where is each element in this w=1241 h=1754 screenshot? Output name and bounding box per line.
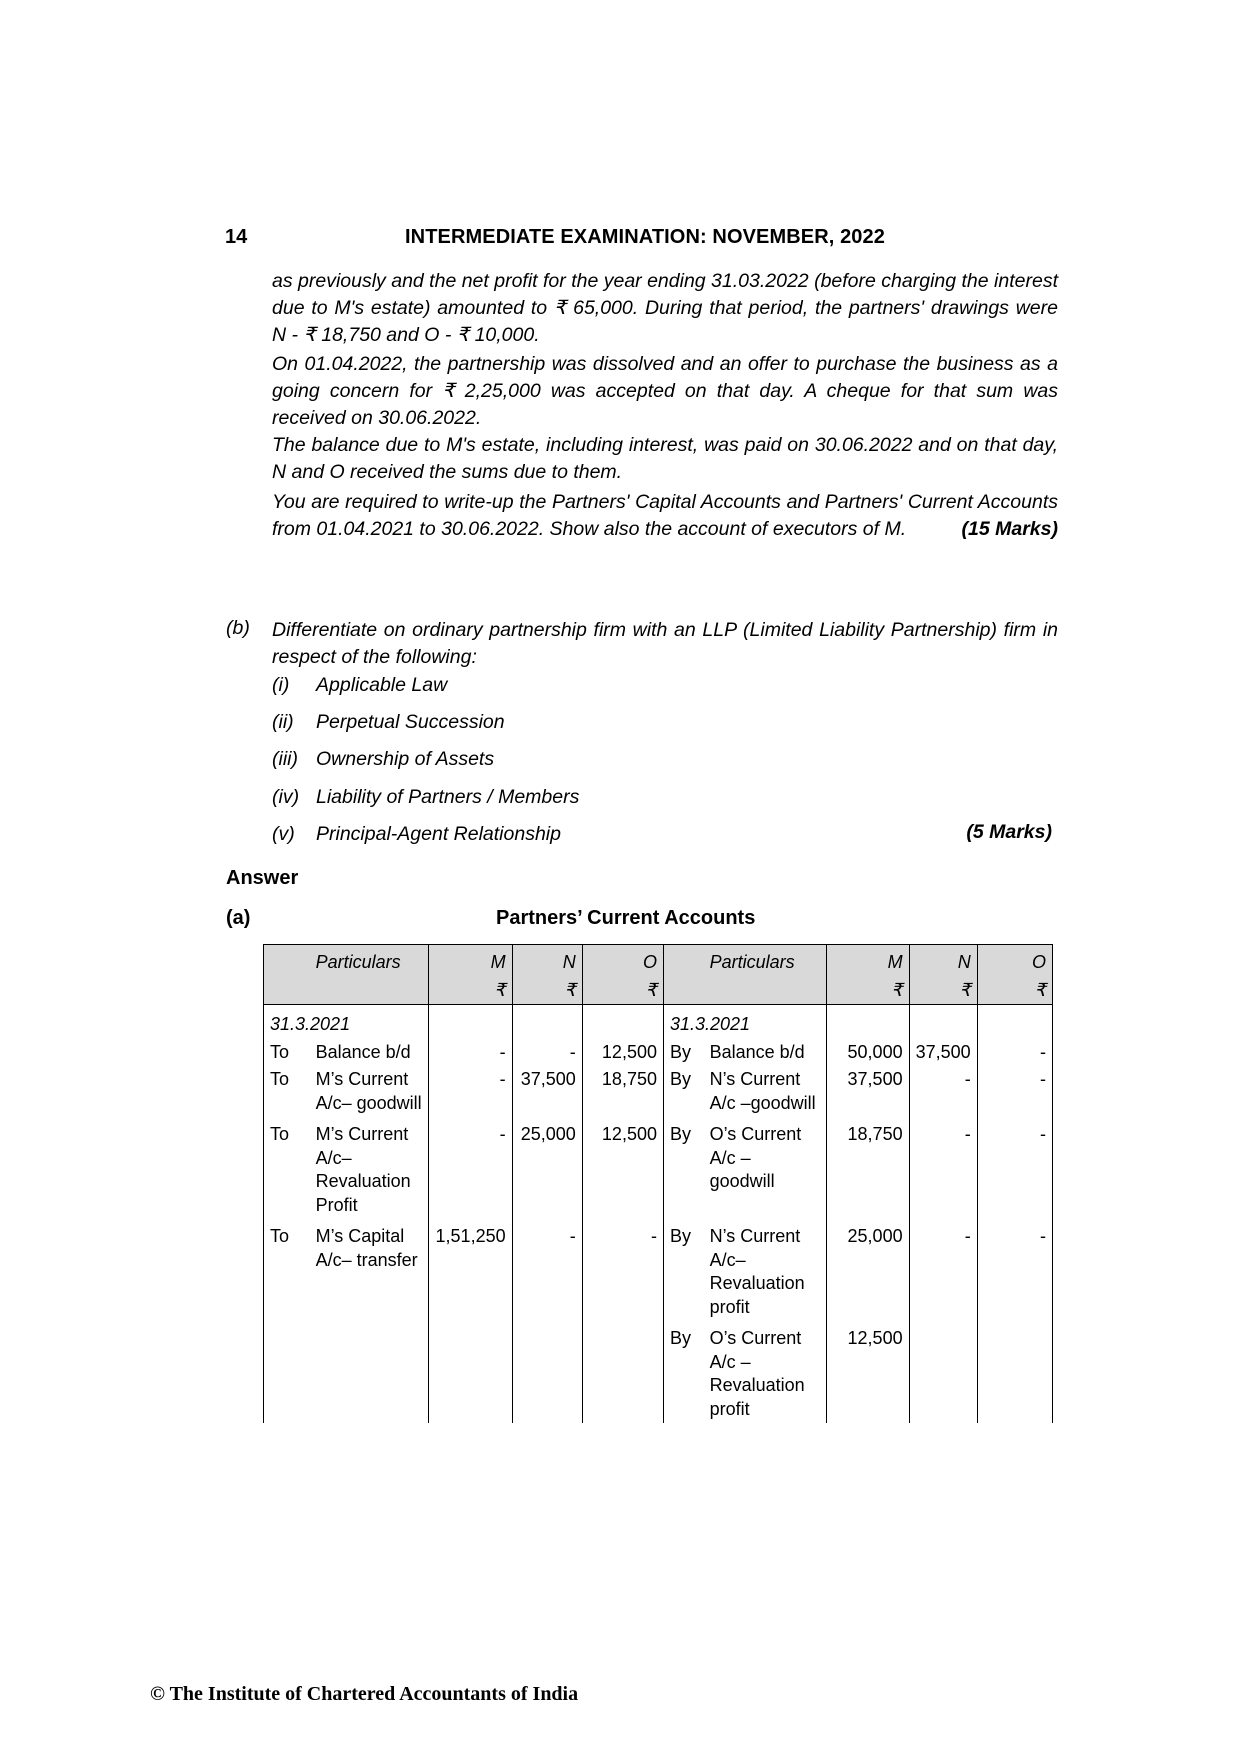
ledger-currency-o-left: ₹ (582, 977, 663, 1005)
ledger-date-right: 31.3.2021 (663, 1005, 826, 1039)
ledger-title: Partners’ Current Accounts (496, 907, 756, 929)
ledger-header-blank (264, 945, 310, 977)
ledger-prefix-left: To (264, 1066, 310, 1117)
ledger-n-left: - (512, 1219, 582, 1321)
ledger-o-left: 12,500 (582, 1039, 663, 1067)
ledger-n-right (909, 1321, 977, 1423)
ledger-header-blank (663, 945, 703, 977)
ledger-o-left: - (582, 1219, 663, 1321)
ledger-prefix-right: By (663, 1117, 703, 1219)
ledger-m-right: 37,500 (827, 1066, 909, 1117)
ledger-particulars-right: N’s Current A/c– Revaluation profit (709, 1226, 805, 1317)
partners-current-accounts-table (263, 944, 1053, 1423)
ledger-currency-m-left: ₹ (429, 977, 512, 1005)
ledger-header-n-left: N (512, 945, 582, 977)
question-a-paragraph-2: On 01.04.2022, the partnership was dissolved and an offer to purchase the business as a going concern for ₹ 2,25,000 was accepted on that day. A cheque for that sum was received on 30.06.2022. (272, 353, 1058, 429)
ledger-particulars-right: Balance b/d (709, 1041, 805, 1062)
ledger-particulars-right: O’s Current A/c – goodwill (709, 1124, 802, 1191)
ledger-header-o-right: O (977, 945, 1052, 977)
ledger-n-left: 25,000 (512, 1117, 582, 1219)
ledger-m-right: 12,500 (827, 1321, 909, 1423)
question-a-paragraph-4-line-1: You are required to write-up the Partners' Capital Accounts and Partners' Current Accounts (272, 491, 1058, 513)
answer-part-label: (a) (226, 907, 251, 929)
ledger-o-right: - (977, 1039, 1052, 1067)
ledger-m-left (429, 1321, 512, 1423)
ledger-currency-n-right: ₹ (909, 977, 977, 1005)
ledger-m-right: 50,000 (827, 1039, 909, 1067)
ledger-header-particulars-right: Particulars (704, 945, 827, 977)
question-b-item (272, 746, 494, 773)
ledger-cell (582, 1005, 663, 1039)
ledger-n-left: - (512, 1039, 582, 1067)
ledger-m-right: 18,750 (827, 1117, 909, 1219)
ledger-o-right: - (977, 1219, 1052, 1321)
question-b-item-text: Liability of Partners / Members (316, 786, 580, 808)
ledger-row (264, 1219, 1053, 1321)
ledger-n-left: 37,500 (512, 1066, 582, 1117)
ledger-header-particulars-left: Particulars (310, 945, 429, 977)
question-b-item (272, 672, 447, 699)
ledger-n-left (512, 1321, 582, 1423)
ledger-currency-row (264, 977, 1053, 1005)
ledger-o-right (977, 1321, 1052, 1423)
ledger-n-right: - (909, 1066, 977, 1117)
question-b-item-text: Principal-Agent Relationship (316, 823, 561, 845)
ledger-cell (827, 1005, 909, 1039)
ledger-currency-o-right: ₹ (977, 977, 1052, 1005)
ledger-particulars-left: M’s Current A/c– goodwill (315, 1069, 422, 1113)
question-b-item-number: (iii) (272, 748, 298, 770)
ledger-cell (512, 1005, 582, 1039)
ledger-row (264, 1039, 1053, 1067)
ledger-date-row (264, 1005, 1053, 1039)
ledger-particulars-left: M’s Current A/c– Revaluation Profit (315, 1124, 411, 1215)
ledger-m-left: - (429, 1066, 512, 1117)
ledger-prefix-right: By (663, 1219, 703, 1321)
ledger-particulars-right: O’s Current A/c – Revaluation profit (709, 1328, 805, 1419)
ledger-m-left: - (429, 1039, 512, 1067)
ledger-o-right: - (977, 1066, 1052, 1117)
ledger-o-left: 12,500 (582, 1117, 663, 1219)
question-a-paragraph-4-line-2-row (272, 516, 1058, 543)
question-b-text: Differentiate on ordinary partnership firm with an LLP (Limited Liability Partnership) firm in respect of the following: (272, 619, 1058, 668)
question-a-paragraph-1: as previously and the net profit for the year ending 31.03.2022 (before charging the interest due to M's estate) amounted to ₹ 65,000. During that period, the partners' drawings were N - ₹ 18,750 and O - ₹ 10,000. (272, 270, 1058, 346)
ledger-m-right: 25,000 (827, 1219, 909, 1321)
ledger-prefix-left: To (264, 1117, 310, 1219)
ledger-header-n-right: N (909, 945, 977, 977)
answer-heading: Answer (226, 867, 299, 889)
ledger-prefix-left: To (264, 1219, 310, 1321)
question-b-item-number: (iv) (272, 786, 300, 808)
ledger-header-o-left: O (582, 945, 663, 977)
page-header-title: INTERMEDIATE EXAMINATION: NOVEMBER, 2022 (405, 226, 885, 248)
ledger-o-right: - (977, 1117, 1052, 1219)
ledger-particulars-left: M’s Capital A/c– transfer (315, 1226, 418, 1270)
ledger-row (264, 1066, 1053, 1117)
ledger-cell (977, 1005, 1052, 1039)
question-b-item-number: (ii) (272, 711, 294, 733)
ledger-date-left: 31.3.2021 (264, 1005, 429, 1039)
question-a-paragraph-4-line-2: from 01.04.2021 to 30.06.2022. Show also the account of executors of M. (272, 518, 907, 540)
ledger-currency-blank (264, 977, 310, 1005)
ledger-m-left: 1,51,250 (429, 1219, 512, 1321)
question-b-marks: (5 Marks) (966, 821, 1052, 843)
ledger-currency-blank (704, 977, 827, 1005)
ledger-n-right: - (909, 1117, 977, 1219)
ledger-n-right: 37,500 (909, 1039, 977, 1067)
ledger-cell (429, 1005, 512, 1039)
ledger-header-row (264, 945, 1053, 977)
question-b-item-number: (i) (272, 674, 290, 696)
ledger-prefix-right: By (663, 1066, 703, 1117)
ledger-row (264, 1117, 1053, 1219)
ledger-prefix-right: By (663, 1321, 703, 1423)
ledger-header-m-left: M (429, 945, 512, 977)
ledger-prefix-left: To (264, 1039, 310, 1067)
question-b-item-text: Perpetual Succession (316, 711, 505, 733)
question-b-item-number: (v) (272, 823, 295, 845)
ledger-particulars-left (310, 1321, 429, 1423)
question-b-item (272, 784, 579, 811)
ledger-currency-blank (663, 977, 703, 1005)
ledger-currency-m-right: ₹ (827, 977, 909, 1005)
page-number: 14 (225, 226, 248, 248)
question-a-paragraph-4 (272, 489, 1058, 543)
ledger-o-left (582, 1321, 663, 1423)
question-a-paragraph-3: The balance due to M's estate, including interest, was paid on 30.06.2022 and on that day, N and O received the sums due to them. (272, 434, 1058, 483)
ledger-cell (909, 1005, 977, 1039)
question-b-item (272, 709, 505, 736)
question-a-marks: (15 Marks) (961, 518, 1058, 540)
ledger-prefix-right: By (663, 1039, 703, 1067)
ledger-row (264, 1321, 1053, 1423)
footer-copyright: © The Institute of Chartered Accountants of India (150, 1683, 579, 1705)
ledger-particulars-left: Balance b/d (315, 1041, 411, 1062)
question-b-item-text: Ownership of Assets (316, 748, 495, 770)
ledger-n-right: - (909, 1219, 977, 1321)
question-b-item (272, 821, 561, 848)
ledger-particulars-right: N’s Current A/c –goodwill (709, 1069, 816, 1113)
ledger-m-left: - (429, 1117, 512, 1219)
ledger-header-m-right: M (827, 945, 909, 977)
ledger-o-left: 18,750 (582, 1066, 663, 1117)
ledger-prefix-left (264, 1321, 310, 1423)
ledger-currency-blank (310, 977, 429, 1005)
ledger-currency-n-left: ₹ (512, 977, 582, 1005)
question-b-label: (b) (226, 617, 250, 639)
question-b-item-text: Applicable Law (316, 674, 448, 696)
